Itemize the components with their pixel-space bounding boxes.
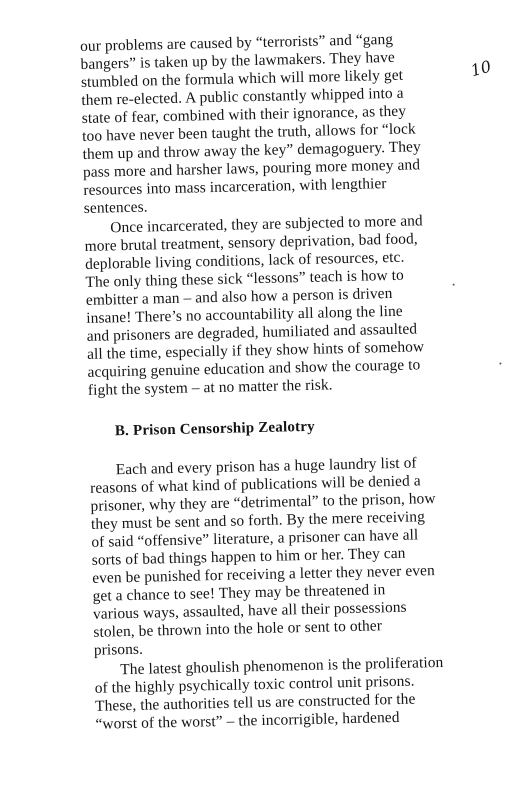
- text-line: reasons of what kind of publications will be denied a: [89, 472, 421, 497]
- text-line: embitter a man – and also how a person is driven: [85, 284, 393, 309]
- text-line: even be punished for receiving a letter they never even: [92, 562, 435, 587]
- text-line: insane! There’s no accountability all along the line: [86, 302, 403, 327]
- text-line: These, the authorities tell us are constructed for the: [94, 690, 416, 715]
- text-line: and prisoners are degraded, humiliated and assaulted: [86, 320, 418, 345]
- text-line: them re-elected. A public constantly whipped into a: [81, 84, 404, 109]
- text-line: fight the system – at no matter the risk.: [87, 376, 333, 399]
- text-line: more brutal treatment, sensory deprivation, bad food,: [84, 230, 418, 255]
- handwritten-page-number: 10: [468, 56, 494, 81]
- scan-speck: [453, 284, 455, 286]
- text-line: they must be sent and so forth. By the mere receiving: [90, 508, 426, 533]
- text-line: state of fear, combined with their ignorance, as they: [81, 102, 407, 127]
- text-line: The latest ghoulish phenomenon is the proliferation: [120, 653, 444, 679]
- text-line: our problems are caused by “terrorists” and “gang: [79, 30, 394, 55]
- text-line: of the highly psychically toxic control unit prisons.: [94, 672, 415, 697]
- text-line: them up and throw away the key” demagoguery. They: [82, 138, 421, 163]
- text-line: pass more and harsher laws, pouring more money and: [82, 156, 421, 181]
- text-line: prisons.: [93, 640, 144, 659]
- text-line: get a chance to see! They may be threatened in: [92, 581, 386, 605]
- text-line: acquiring genuine education and show the courage to: [87, 356, 421, 381]
- text-line: The only thing these sick “lessons” teach is how to: [85, 266, 405, 291]
- section-heading: B. Prison Censorship Zealotry: [114, 418, 316, 440]
- scan-speck: [499, 363, 501, 365]
- text-line: various ways, assaulted, have all their possessions: [92, 598, 407, 623]
- text-line: sorts of bad things happen to him or her. They can: [91, 544, 406, 569]
- text-line: too have never been taught the truth, allows for “lock: [81, 120, 416, 145]
- text-line: deplorable living conditions, lack of resources, etc.: [84, 248, 405, 273]
- text-line: stumbled on the formula which will more likely get: [80, 66, 404, 91]
- text-line: stolen, be thrown into the hole or sent to other: [93, 617, 383, 641]
- text-line: bangers” is taken up by the lawmakers. They have: [80, 48, 396, 73]
- text-line: Each and every prison has a huge laundry list of: [115, 454, 417, 479]
- text-line: Once incarcerated, they are subjected to more and: [110, 212, 423, 237]
- text-line: sentences.: [83, 198, 148, 217]
- text-line: all the time, especially if they show hints of somehow: [86, 338, 425, 363]
- text-line: “worst of the worst” – the incorrigible, hardened: [95, 708, 400, 733]
- text-line: of said “offensive” literature, a prisoner can have all: [91, 526, 419, 551]
- text-line: prisoner, why they are “detrimental” to the prison, how: [90, 490, 436, 515]
- text-line: resources into mass incarceration, with lengthier: [83, 175, 387, 199]
